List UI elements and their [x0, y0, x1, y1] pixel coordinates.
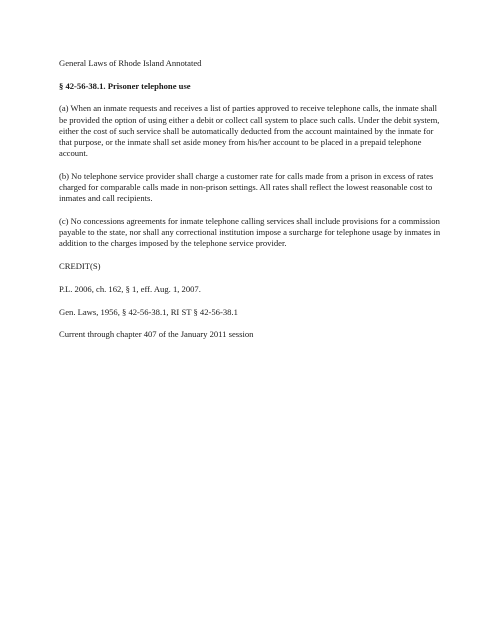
section-heading: § 42-56-38.1. Prisoner telephone use [59, 80, 191, 91]
currency-note: Current through chapter 407 of the January 2011 session [59, 329, 254, 340]
credits-text: P.L. 2006, ch. 162, § 1, eff. Aug. 1, 2007. [59, 283, 201, 294]
citation: Gen. Laws, 1956, § 42-56-38.1, RI ST § 42-56-38.1 [59, 306, 238, 317]
document-body [59, 58, 443, 352]
paragraph-c: (c) No concessions agreements for inmate telephone calling services shall include provisions for a commission payable to the state, nor shall any correctional institution impose a surcharge for telephone usage by inmates in addition to the charges imposed by the telephone service provider. [59, 216, 441, 249]
paragraph-a: (a) When an inmate requests and receives a list of parties approved to receive telephone calls, the inmate shall be provided the option of using either a debit or collect call system to place such calls. Under the debit system, either the cost of such service shall be automatically deducted from the account maintained by the inmate for that purpose, or the inmate shall set aside money from his/her account to be placed in a prepaid telephone account. [59, 103, 440, 159]
source-title: General Laws of Rhode Island Annotated [59, 58, 202, 68]
credits-label: CREDIT(S) [59, 261, 101, 272]
paragraph-b: (b) No telephone service provider shall charge a customer rate for calls made from a prison in excess of rates charged for comparable calls made in non-prison settings. All rates shall reflect the lowest reasonable cost to inmates and call recipients. [59, 170, 434, 204]
